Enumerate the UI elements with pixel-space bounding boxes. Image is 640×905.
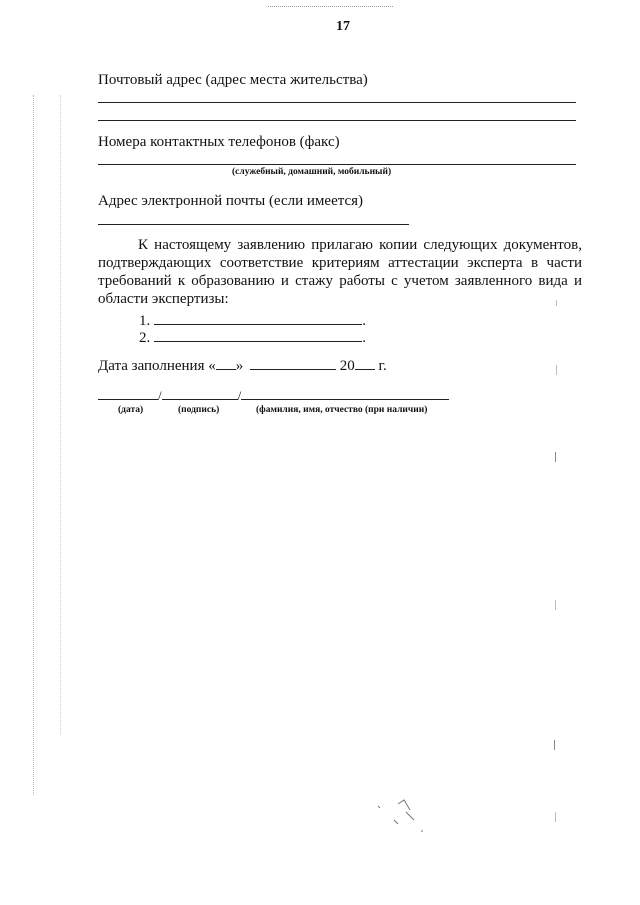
document-blank-2[interactable] (154, 328, 362, 342)
signature-sign-blank[interactable] (162, 388, 238, 400)
signature-name-blank[interactable] (241, 388, 449, 400)
document-item-2 (139, 328, 366, 347)
fill-date-line (98, 356, 387, 375)
attachment-paragraph: К настоящему заявлению прилагаю копии следующих документов, подтверждающих соответствие критериям аттестации эксперта в части требований к образованию и стажу работы с учетом заявленного вида и области экспертизы: (98, 237, 582, 307)
postal-address-line-2[interactable] (98, 120, 576, 121)
scan-speck (554, 740, 555, 750)
email-label: Адрес электронной почты (если имеется) (98, 193, 364, 209)
scan-artifact-left-edge-2 (60, 95, 61, 735)
scan-speck (555, 600, 556, 610)
document-number: 2. (139, 330, 151, 346)
fill-date-year-prefix: 20 (339, 358, 355, 374)
scan-speck (555, 452, 556, 462)
scan-artifact-left-edge (33, 95, 34, 795)
scan-speck (556, 365, 557, 375)
document-terminator: . (362, 330, 366, 346)
document-number: 1. (139, 313, 151, 329)
signature-name-hint: (фамилия, имя, отчество (при наличии) (256, 405, 428, 415)
email-line[interactable] (98, 224, 409, 225)
signature-date-blank[interactable] (98, 388, 158, 400)
postal-address-line-1[interactable] (98, 102, 576, 103)
signature-separator: / (158, 388, 162, 403)
phones-hint: (служебный, домашний, мобильный) (232, 167, 392, 177)
phones-line[interactable] (98, 164, 576, 165)
document-blank-1[interactable] (154, 311, 362, 325)
phones-label: Номера контактных телефонов (факс) (98, 134, 340, 150)
page-number: 17 (336, 19, 350, 34)
scan-speck (555, 812, 556, 822)
signature-date-hint: (дата) (118, 405, 144, 415)
signature-row (98, 388, 449, 404)
document-terminator: . (362, 313, 366, 329)
scan-artifact-top (268, 0, 393, 7)
fill-date-month-blank[interactable] (250, 356, 336, 370)
fill-date-year-blank[interactable] (355, 356, 375, 370)
signature-sign-hint: (подпись) (178, 405, 220, 415)
postal-address-label: Почтовый адрес (адрес места жительства) (98, 72, 368, 88)
fill-date-suffix: г. (374, 358, 387, 374)
fill-date-prefix: Дата заполнения « (98, 358, 216, 374)
scan-smudge (376, 798, 426, 838)
fill-date-day-blank[interactable] (216, 356, 236, 370)
signature-separator: / (237, 388, 242, 403)
fill-date-mid: » (235, 358, 244, 374)
